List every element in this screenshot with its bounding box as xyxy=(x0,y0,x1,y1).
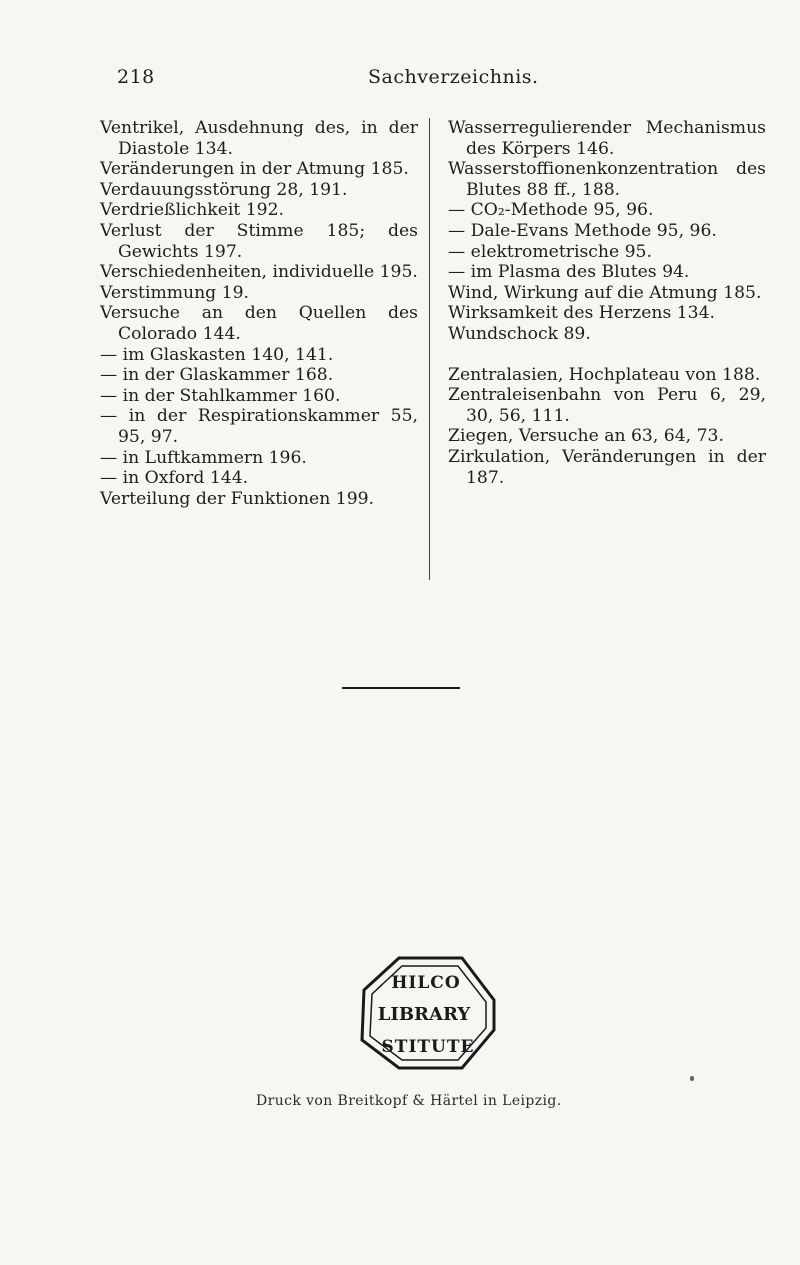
index-entry: Zentralasien, Hochplateau von 188. xyxy=(448,364,761,385)
index-entry: Zirkulation, Veränderungen in der 187. xyxy=(448,446,766,488)
index-entry: Versuche an den Quellen des Colorado 144. xyxy=(100,303,418,344)
stamp-center-text: LIBRARY xyxy=(377,1004,471,1025)
index-subentry: — in Oxford 144. xyxy=(100,468,249,489)
index-entry: Wasserstoffionenkonzentration des Blutes 88 ff., 188. xyxy=(448,159,766,200)
index-subentry: — Dale-Evans Methode 95, 96. xyxy=(448,220,717,241)
column-divider xyxy=(429,118,430,580)
index-subentry: — in der Glaskammer 168. xyxy=(100,365,334,386)
index-subentry: — in der Stahlkammer 160. xyxy=(100,385,341,406)
index-entry: Verteilung der Funktionen 199. xyxy=(100,488,375,509)
end-rule xyxy=(342,687,460,689)
index-column-right xyxy=(448,118,766,488)
index-subentry: — im Plasma des Blutes 94. xyxy=(448,262,690,283)
running-title: Sachverzeichnis. xyxy=(368,66,539,88)
page-number: 218 xyxy=(117,66,155,88)
index-entry: Ziegen, Versuche an 63, 64, 73. xyxy=(448,426,724,447)
print-speck xyxy=(690,1076,694,1081)
index-column-left xyxy=(100,118,418,509)
index-entry: Veränderungen in der Atmung 185. xyxy=(100,159,409,180)
index-entry: Zentraleisenbahn von Peru 6, 29, 30, 56, 111. xyxy=(448,385,766,426)
index-subentry: — in Luftkammern 196. xyxy=(100,447,307,468)
stamp-top-text: HILCO xyxy=(391,973,461,993)
index-entry: Wasserregulierender Mechanismus des Körpers 146. xyxy=(448,118,766,159)
library-stamp xyxy=(344,950,504,1075)
index-subentry: — in der Respirationskammer 55, 95, 97. xyxy=(100,406,418,447)
index-subentry: — elektrometrische 95. xyxy=(448,241,652,262)
index-entry: Verlust der Stimme 185; des Gewichts 197. xyxy=(100,220,418,262)
index-entry: Verdrießlichkeit 192. xyxy=(100,200,285,221)
index-entry: Verschiedenheiten, individuelle 195. xyxy=(100,262,418,283)
page-header xyxy=(0,66,800,96)
index-entry: Wirksamkeit des Herzens 134. xyxy=(448,303,715,324)
index-entry: Wind, Wirkung auf die Atmung 185. xyxy=(448,282,762,303)
printer-imprint: Druck von Breitkopf & Härtel in Leipzig. xyxy=(256,1093,562,1109)
index-entry: Verstimmung 19. xyxy=(100,282,249,303)
letter-group-gap xyxy=(448,345,766,365)
index-entry: Verdauungsstörung 28, 191. xyxy=(100,179,348,200)
stamp-bottom-text: STITUTE xyxy=(381,1037,475,1057)
index-entry: Wundschock 89. xyxy=(448,323,591,344)
index-entry: Ventrikel, Ausdehnung des, in der Diastole 134. xyxy=(100,118,418,159)
index-subentry: — CO₂-Methode 95, 96. xyxy=(448,200,654,221)
index-subentry: — im Glaskasten 140, 141. xyxy=(100,344,334,365)
